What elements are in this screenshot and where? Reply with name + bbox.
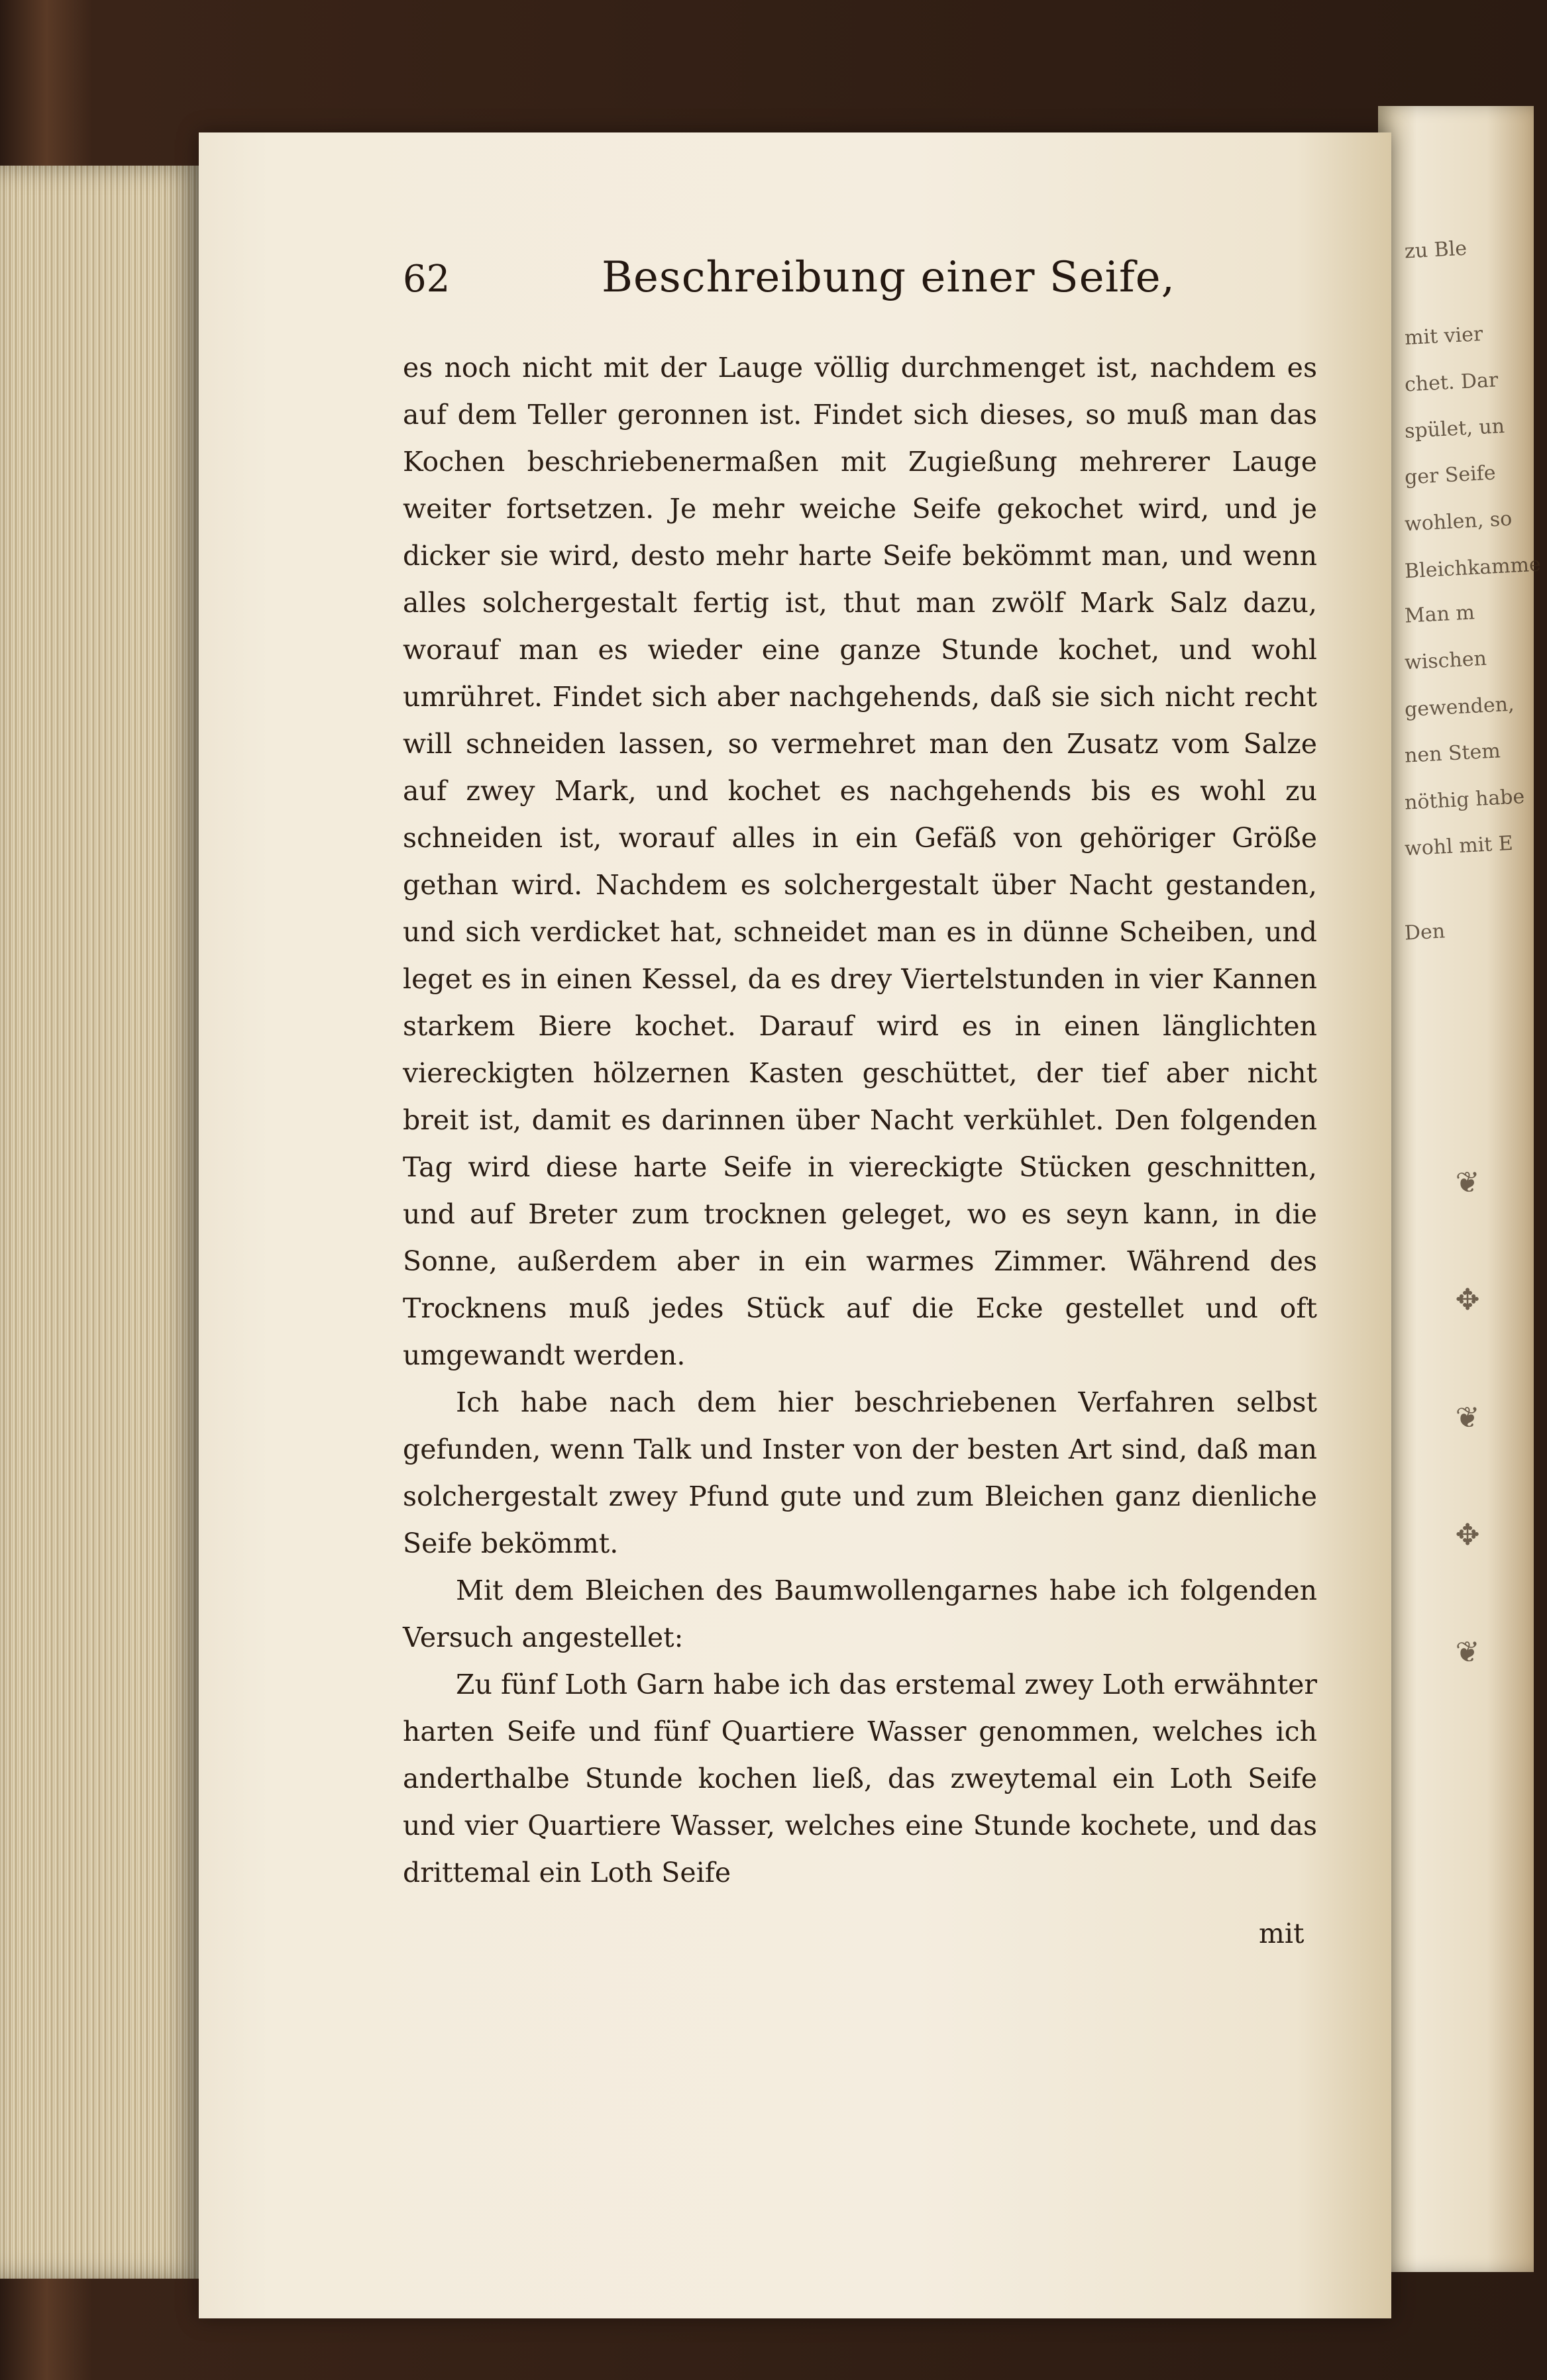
facing-page-fragment: chet. Dar: [1404, 368, 1499, 397]
paragraph: es noch nicht mit der Lauge völlig durchmenget ist, nachdem es auf dem Teller geronnen ist. Findet sich dieses, so muß man das Kochen beschriebenermaßen mit Zugießung mehrerer Lauge weiter fortsetzen. Je mehr weiche Seife gekochet wird, und je dicker sie wird, desto mehr harte Seife bekömmt man, und wenn alles solchergestalt fertig ist, thut man zwölf Mark Salz dazu, worauf man es wieder eine ganze Stunde kochet, und wohl umrühret. Findet sich aber nachgehends, daß sie sich nicht recht will schneiden lassen, so vermehret man den Zusatz vom Salze auf zwey Mark, und kochet es nachgehends bis es wohl zu schneiden ist, worauf alles in ein Gefäß von gehöriger Größe gethan wird. Nachdem es solchergestalt über Nacht gestanden, und sich verdicket hat, schneidet man es in dünne Scheiben, und leget es in einen Kessel, da es drey Viertelstunden in vier Kannen starkem Biere kochet. Darauf wird es in einen länglichten viereckigten hölzernen Kasten geschüttet, der tief aber nicht breit ist, damit es darinnen über Nacht verkühlet. Den folgenden Tag wird diese harte Seife in viereckigte Stücken geschnitten, und auf Breter zum trocknen geleget, wo es seyn kann, in die Sonne, außerdem aber in ein warmes Zimmer. Während des Trocknens muß jedes Stück auf die Ecke gestellet und oft umgewandt werden.: [403, 352, 1317, 1371]
fleuron-icon: ✥: [1455, 1283, 1480, 1318]
facing-page-fragment: mit vier: [1404, 322, 1484, 350]
running-title: Beschreibung einer Seife,: [602, 253, 1175, 302]
catchword: mit: [1259, 1918, 1305, 1949]
facing-page-fragment: Man m: [1404, 601, 1475, 628]
facing-page-fragment: Den: [1404, 919, 1446, 945]
facing-page-fragment: zu Ble: [1404, 236, 1467, 264]
fleuron-icon: ❦: [1455, 1400, 1480, 1435]
facing-page-fragment: wischen: [1404, 647, 1487, 675]
fleuron-icon: ❦: [1455, 1635, 1480, 1669]
facing-page-fragment: spület, un: [1404, 415, 1505, 443]
book-page-edges: [0, 166, 199, 2279]
body-text: [403, 344, 1317, 1896]
fleuron-icon: ❦: [1455, 1166, 1480, 1200]
page-number: 62: [403, 258, 451, 301]
facing-page-fragment: nen Stem: [1404, 739, 1501, 768]
paragraph: Mit dem Bleichen des Baumwollengarnes habe ich folgenden Versuch angestellet:: [403, 1575, 1317, 1653]
facing-page-fragment: ger Seife: [1404, 461, 1497, 490]
facing-page-fragment: wohlen, so: [1404, 507, 1513, 537]
facing-page-fragment: wohl mit E: [1404, 831, 1514, 861]
printer-ornament: [1444, 1166, 1491, 1669]
fleuron-icon: ✥: [1455, 1518, 1480, 1552]
page-header: [403, 253, 1344, 302]
facing-page-fragment: gewenden,: [1404, 692, 1515, 722]
paragraph: Ich habe nach dem hier beschriebenen Verfahren selbst gefunden, wenn Talk und Inster von der besten Art sind, daß man solchergestalt zwey Pfund gute und zum Bleichen ganz dienliche Seife bekömmt.: [403, 1386, 1317, 1559]
facing-page-fragment: Bleichkamme: [1404, 552, 1542, 584]
paragraph: Zu fünf Loth Garn habe ich das erstemal zwey Loth erwähnter harten Seife und fünf Quartiere Wasser genommen, welches ich anderthalbe Stunde kochen ließ, das zweytemal ein Loth Seife und vier Quartiere Wasser, welches eine Stunde kochete, und das drittemal ein Loth Seife: [403, 1669, 1317, 1888]
facing-page-fragment: nöthig habe: [1404, 785, 1526, 815]
